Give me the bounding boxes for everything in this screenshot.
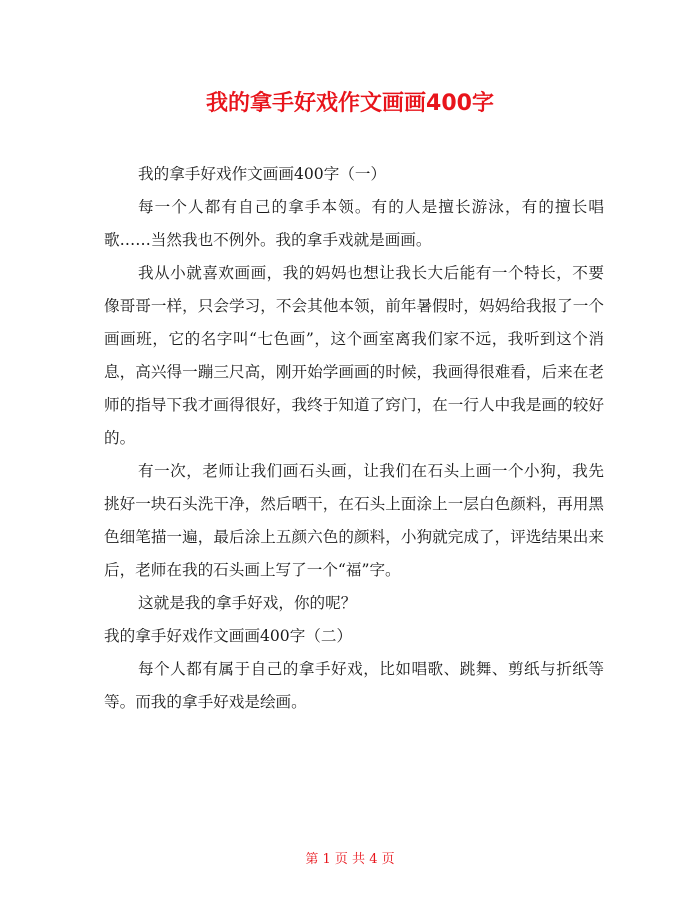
paragraph: 每一个人都有自己的拿手本领。有的人是擅长游泳，有的擅长唱歌……当然我也不例外。我的拿手戏就是画画。 (104, 198, 604, 249)
page-title: 我的拿手好戏作文画画400字 (206, 91, 494, 116)
paragraph: 每个人都有属于自己的拿手好戏，比如唱歌、跳舞、剪纸与折纸等等。而我的拿手好戏是绘画。 (104, 660, 604, 711)
document-body (104, 158, 604, 719)
section-heading-1: 我的拿手好戏作文画画400字（一） (138, 165, 387, 183)
paragraph: 我从小就喜欢画画，我的妈妈也想让我长大后能有一个特长，不要像哥哥一样，只会学习，不会其他本领，前年暑假时，妈妈给我报了一个画画班，它的名字叫“七色画”，这个画室离我们家不远，我听到这个消息，高兴得一蹦三尺高，刚开始学画画的时候，我画得很难看，后来在老师的指导下我才画得很好，我终于知道了窍门，在一行人中我是画的较好的。 (104, 264, 604, 447)
paragraph: 这就是我的拿手好戏，你的呢？ (138, 594, 357, 612)
section-heading-2: 我的拿手好戏作文画画400字（二） (104, 627, 353, 645)
paragraph: 有一次，老师让我们画石头画，让我们在石头上画一个小狗，我先挑好一块石头洗干净，然后晒干，在石头上面涂上一层白色颜料，再用黑色细笔描一遍，最后涂上五颜六色的颜料，小狗就完成了，评选结果出来后，老师在我的石头画上写了一个“福”字。 (104, 462, 604, 579)
page-number-footer: 第 1 页 共 4 页 (305, 852, 395, 867)
